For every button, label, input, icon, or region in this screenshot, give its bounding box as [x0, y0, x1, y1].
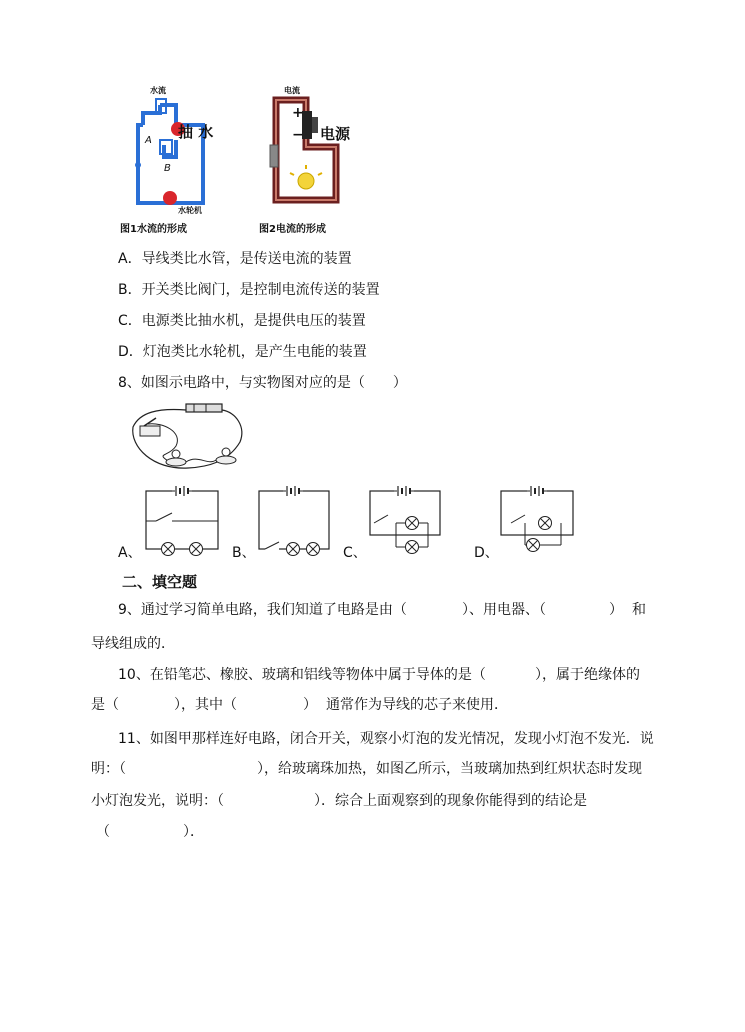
- q10-text-part6: 通常作为导线的芯子来使用．: [326, 697, 508, 713]
- q8-option-a-circuit: [142, 485, 222, 557]
- figure-water-flow: [118, 85, 228, 235]
- section2-title: 二、填空题: [122, 573, 198, 591]
- water-flow-label: 水流: [150, 86, 166, 95]
- q7-option-b: B．开关类比阀门，是控制电流传送的装置: [118, 282, 380, 298]
- q9-text-part3: ）: [609, 602, 623, 618]
- q10-text-part5: ）: [303, 697, 317, 713]
- q10-text-part3: 是（: [91, 697, 119, 713]
- q7-option-a: A．导线类比水管，是传送电流的装置: [118, 251, 352, 267]
- q8-option-c-label: C、: [343, 545, 367, 561]
- electric-circuit-diagram: [258, 85, 368, 235]
- q8-option-d-label: D、: [474, 545, 499, 561]
- q8-question: 8、如图示电路中，与实物图对应的是（ ）: [118, 375, 407, 391]
- figure2-caption: 图2电流的形成: [259, 224, 326, 235]
- label-a: A: [145, 135, 152, 146]
- q11-text-part2a: 明：（: [91, 761, 126, 777]
- q9-text-part1: 9、通过学习简单电路，我们知道了电路是由（: [118, 602, 407, 618]
- label-b: B: [164, 163, 171, 174]
- q11-text-part4a: （: [96, 824, 110, 840]
- figure1-caption: 图1水流的形成: [120, 224, 187, 235]
- current-label: 电流: [284, 86, 300, 95]
- physical-circuit-drawing: [128, 402, 248, 477]
- q11-text-part3b: ）．综合上面观察到的现象你能得到的结论是: [314, 793, 587, 809]
- q10-text-part1: 10、在铅笔芯、橡胶、玻璃和铝线等物体中属于导体的是（: [118, 667, 486, 683]
- minus-sign: −: [292, 127, 304, 143]
- q11-text-part3a: 小灯泡发光，说明：（: [91, 793, 224, 809]
- q9-text-part4: 和: [632, 602, 646, 618]
- q10-text-part4: ），其中（: [174, 697, 237, 713]
- turbine-label: 水轮机: [178, 206, 202, 215]
- q11-text-line1: 11、如图甲那样连好电路，闭合开关，观察小灯泡的发光情况，发现小灯泡不发光．说: [118, 731, 654, 747]
- bulb-icon: [298, 173, 314, 189]
- water-circuit-diagram: [118, 85, 228, 235]
- turbine-icon: [163, 191, 177, 205]
- q8-option-d-circuit: [497, 485, 577, 557]
- q11-text-part4b: ）．: [183, 824, 204, 840]
- pump-label: 抽 水: [178, 123, 214, 141]
- plus-sign: +: [292, 105, 304, 121]
- q11-text-part2b: ），给玻璃珠加热，如图乙所示，当玻璃加热到红炽状态时发现: [257, 761, 642, 777]
- q10-text-part2: ），属于绝缘体的: [535, 667, 640, 683]
- q8-option-c-circuit: [366, 485, 446, 557]
- figure-electric-current: [258, 85, 368, 235]
- q9-text-line2: 导线组成的．: [91, 636, 175, 652]
- q8-option-b-label: B、: [232, 545, 256, 561]
- q7-option-d: D．灯泡类比水轮机，是产生电能的装置: [118, 344, 367, 360]
- q9-text-part2: ）、用电器、（: [462, 602, 546, 618]
- q7-option-c: C．电源类比抽水机，是提供电压的装置: [118, 313, 366, 329]
- q8-option-a-label: A、: [118, 545, 142, 561]
- source-label: 电源: [320, 125, 351, 143]
- q8-option-b-circuit: [255, 485, 335, 557]
